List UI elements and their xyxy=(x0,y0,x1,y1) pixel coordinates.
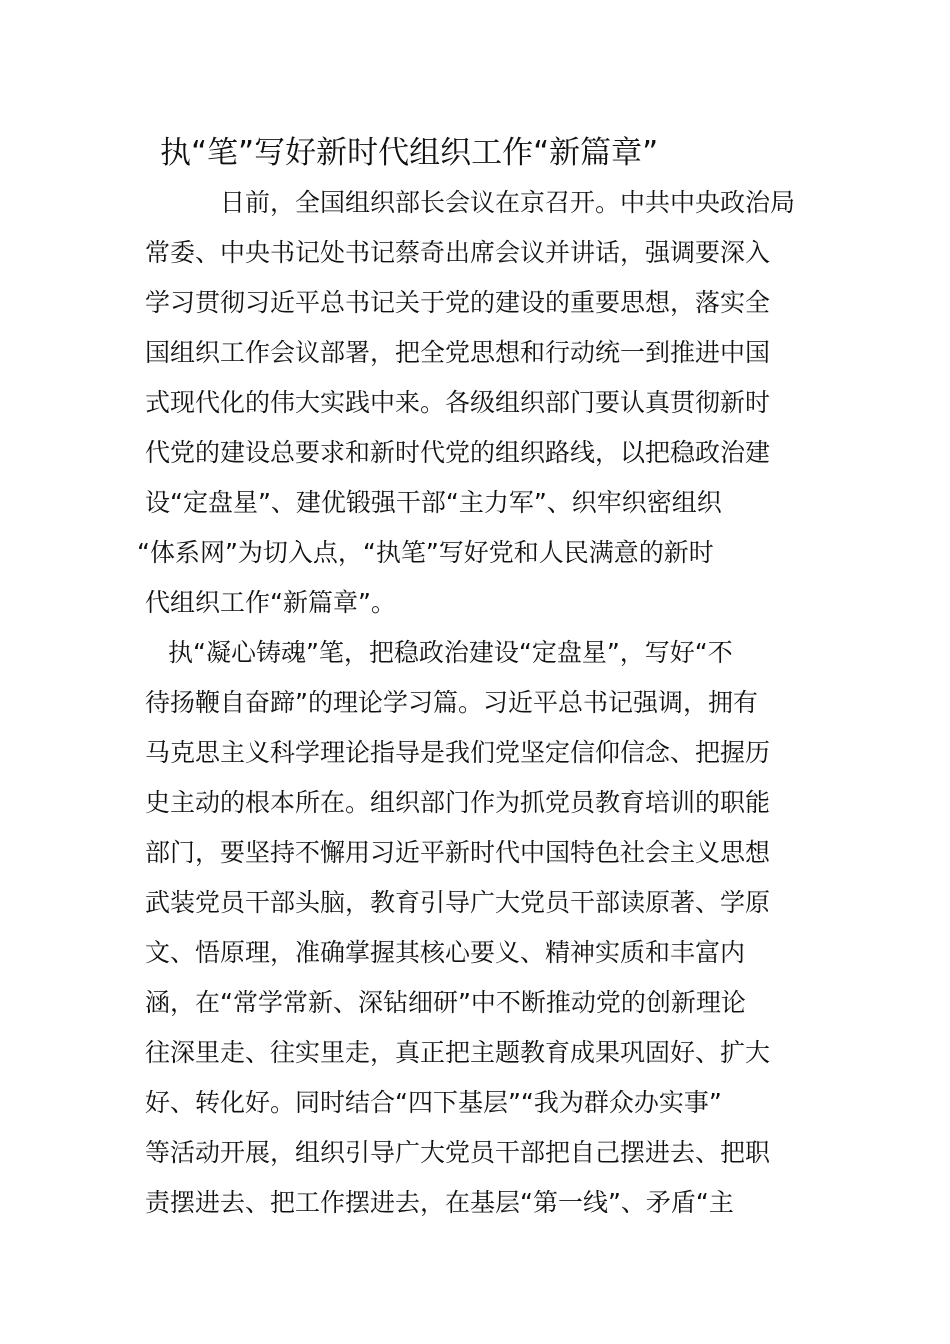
paragraph-line: 代党的建设总要求和新时代党的组织路线，以把稳政治建 xyxy=(145,438,771,467)
paragraph-line: 往深里走、往实里走，真正把主题教育成果巩固好、扩大 xyxy=(145,1038,771,1067)
paragraph-line: 代组织工作“新篇章”。 xyxy=(145,588,396,617)
paragraph-line: 好、转化好。同时结合“四下基层”“我为群众办实事” xyxy=(145,1088,722,1117)
paragraph-line: 待扬鞭自奋蹄”的理论学习篇。习近平总书记强调，拥有 xyxy=(145,688,758,717)
paragraph-line: 马克思主义科学理论指导是我们党坚定信仰信念、把握历 xyxy=(145,738,771,767)
paragraph-line: 史主动的根本所在。组织部门作为抓党员教育培训的职能 xyxy=(145,788,771,817)
paragraph-line: 日前，全国组织部长会议在京召开。中共中央政治局 xyxy=(220,188,796,217)
paragraph-line: 常委、中央书记处书记蔡奇出席会议并讲话，强调要深入 xyxy=(145,238,771,267)
paragraph-line: 执“凝心铸魂”笔，把稳政治建设“定盘星”，写好“不 xyxy=(168,638,733,667)
paragraph-line: 部门，要坚持不懈用习近平新时代中国特色社会主义思想 xyxy=(145,838,771,867)
paragraph-line: 涵，在“常学常新、深钻细研”中不断推动党的创新理论 xyxy=(145,988,746,1017)
paragraph-line: 武装党员干部头脑，教育引导广大党员干部读原著、学原 xyxy=(145,888,771,917)
paragraph-line: 式现代化的伟大实践中来。各级组织部门要认真贯彻新时 xyxy=(145,388,771,417)
paragraph-line: 国组织工作会议部署，把全党思想和行动统一到推进中国 xyxy=(145,338,771,367)
paragraph-line: “体系网”为切入点，“执笔”写好党和人民满意的新时 xyxy=(137,538,714,567)
paragraph-line: 学习贯彻习近平总书记关于党的建设的重要思想，落实全 xyxy=(145,288,771,317)
document-title: 执“笔”写好新时代组织工作“新篇章” xyxy=(160,135,659,171)
paragraph-line: 文、悟原理，准确掌握其核心要义、精神实质和丰富内 xyxy=(145,938,746,967)
paragraph-line: 等活动开展，组织引导广大党员干部把自己摆进去、把职 xyxy=(145,1138,771,1167)
paragraph-line: 设“定盘星”、建优锻强干部“主力军”、织牢织密组织 xyxy=(145,488,722,517)
paragraph-line: 责摆进去、把工作摆进去，在基层“第一线”、矛盾“主 xyxy=(145,1188,734,1217)
